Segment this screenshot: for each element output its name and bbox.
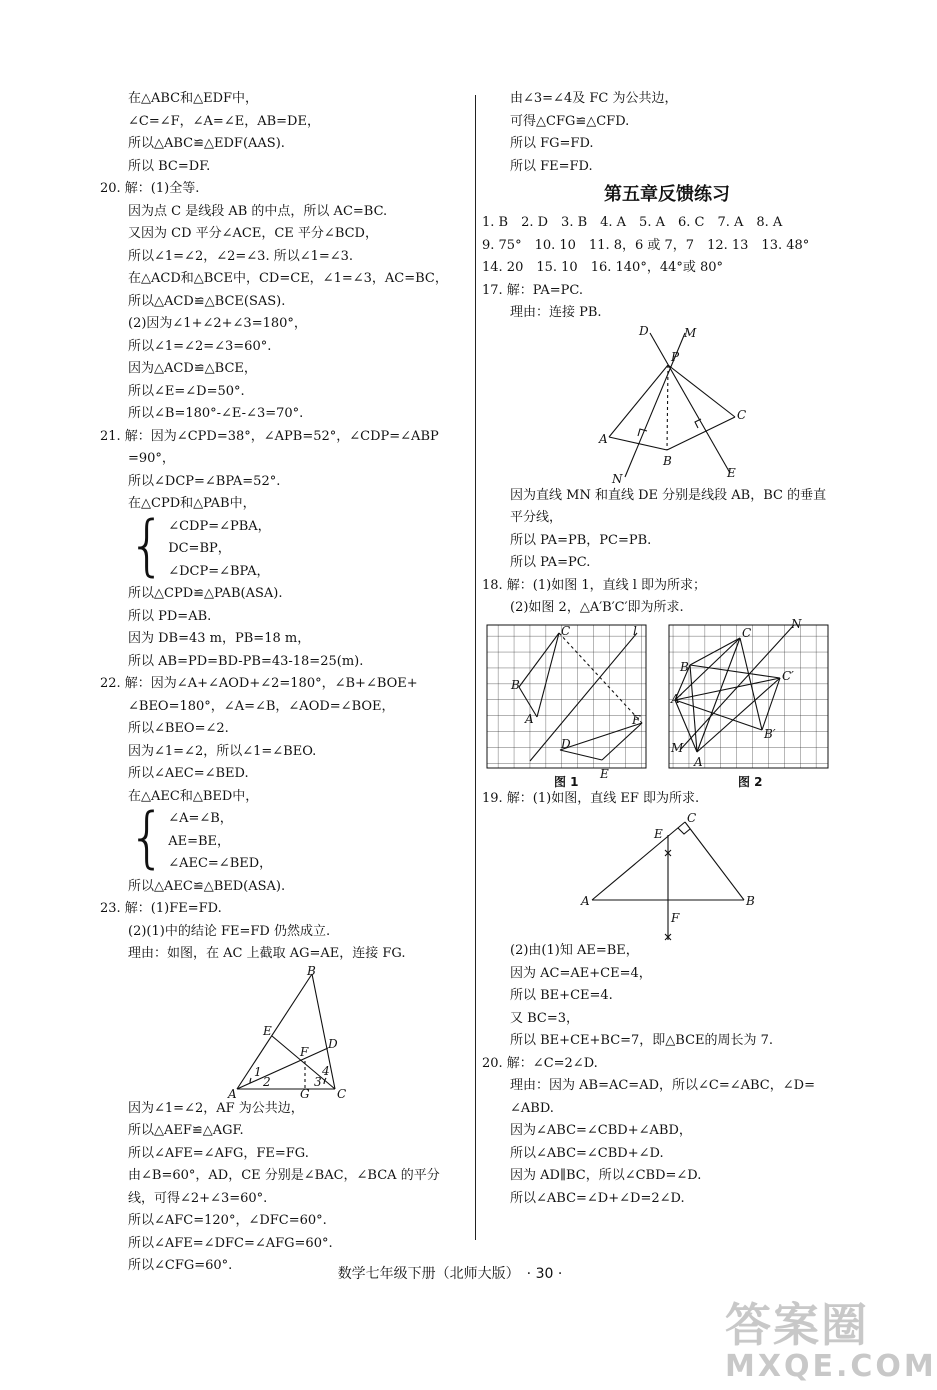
text-line: 所以△AEF≌△AGF. [128,1123,244,1138]
text-line: 所以∠E=∠D=50°. [128,383,245,399]
point-label: F [300,1044,309,1059]
point-label: F [671,911,680,925]
text-line: 18. 解：(1)如图 1，直线 l 即为所求； [482,577,707,593]
text-line: 19. 解：(1)如图，直线 EF 即为所求. [482,790,700,806]
point-label: E [654,827,663,841]
text-line: =90°， [128,451,175,466]
text-line: (2)由(1)知 AE=BE， [510,943,639,958]
text-line: (2)(1)中的结论 FE=FD 仍然成立. [128,923,331,939]
text-line: 因为 AD∥BC，所以∠CBD=∠D. [510,1168,702,1183]
text-line: 21. 解：因为∠CPD=38°，∠APB=52°，∠CDP=∠ABP [100,428,439,444]
point-label: B [680,659,689,674]
question-20-right [482,1053,852,1211]
point-label: M [684,325,697,340]
text-line: 所以△ACD≌△BCE(SAS). [128,293,286,309]
text-line: 在△ACD和△BCE中，CD=CE，∠1=∠3，AC=BC， [128,271,448,286]
point-label: N [612,471,623,486]
point-label: A [599,431,608,446]
watermark-line: 答案圈 [725,1298,869,1352]
point-label: B′ [764,726,776,741]
figure-23 [100,963,470,1101]
text-line: 所以 PA=PB，PC=PB. [510,532,652,548]
text-line: 在△CPD和△PAB中， [128,496,256,511]
text-line: 理由：连接 PB. [510,305,602,320]
angle-label: 3 [314,1074,322,1089]
text-line: 20. 解：∠C=2∠D. [482,1055,598,1071]
text-line: 所以△CPD≌△PAB(ASA). [128,586,283,601]
text-line: 所以∠BEO=∠2. [128,721,229,736]
text-line: 所以 BC=DF. [128,158,211,174]
watermark-logo [725,1300,937,1384]
text-line: ∠ABD. [510,1100,554,1116]
text-line: 22. 解：因为∠A+∠AOD+∠2=180°，∠B+∠BOE+ [100,676,418,691]
text-line: AE=BE， [168,833,231,849]
text-line: 所以 BE+CE=4. [510,988,613,1003]
text-line: 17. 解：PA=PC. [482,282,584,298]
line-cb [685,822,744,900]
block1 [100,88,470,178]
text-line: 所以 PD=AB. [128,608,212,624]
text-line: 所以∠B=180°-∠E-∠3=70°. [128,406,304,421]
text-line: 在△ABC和△EDF中， [128,91,259,106]
text-line: 所以∠AFC=120°，∠DFC=60°. [128,1213,327,1228]
point-label: E [727,465,736,480]
condition-brace [128,799,470,877]
text-line: 所以∠CFG=60°. [128,1258,233,1273]
condition-brace [128,506,470,584]
watermark-line: MXQE.COM [725,1349,937,1384]
grid-2 [669,617,828,769]
text-line: 所以∠1=∠2=∠3=60°. [128,338,272,354]
figure-19 [482,810,852,940]
point-label: B [663,453,672,468]
figure-18 [482,616,852,789]
text-line: 23. 解：(1)FE=FD. [100,901,222,916]
text-line: 20. 解：(1)全等. [100,181,200,196]
text-line: 所以∠DCP=∠BPA=52°. [128,473,281,489]
text-line: (2)如图 2，△A′B′C′即为所求. [510,600,684,615]
text-line: 因为△ACD≌△BCE， [128,361,257,376]
text-line: 1. B 2. D 3. B 4. A 5. A 6. C 7. A 8. A [482,215,783,230]
angle-label: 2 [263,1074,271,1089]
text-line: 平分线， [510,510,563,525]
question-17-reason [482,485,852,575]
text-line: DC=BP， [168,541,231,556]
text-line: 可得△CFG≌△CFD. [510,113,630,129]
column-divider [475,95,476,1240]
text-line: 理由：如图，在 AC 上截取 AG=AE，连接 FG. [128,946,406,961]
point-label: B [511,677,520,692]
text-line: 所以∠ABC=∠D+∠D=2∠D. [510,1190,685,1206]
point-label: l [633,623,637,638]
point-label: B [307,963,316,978]
text-line: 所以∠1=∠2，∠2=∠3. 所以∠1=∠3. [128,248,354,264]
angle-label: 1 [254,1064,262,1079]
text-line: 线，可得∠2+∠3=60°. [128,1190,268,1206]
text-line: 所以 BE+CE+BC=7，即△BCE的周长为 7. [510,1033,774,1048]
line-pa [609,365,668,437]
left-column [100,88,470,1278]
text-line: 9. 75° 10. 10 11. 8，6 或 7，7 12. 13 13. 48° [482,237,810,253]
line-de [650,333,730,473]
text-line: 所以 AB=PD=BD-PB=43-18=25(m). [128,653,364,669]
point-label: E [263,1023,272,1038]
text-line: (2)因为∠1+∠2+∠3=180°， [128,316,307,331]
line-pb [667,365,668,450]
page-footer: 数学七年级下册（北师大版） · 30 · [337,1266,563,1282]
point-label: E [600,766,609,781]
text-line: 又 BC=3， [510,1010,580,1026]
point-label: A [694,754,703,769]
text-line: 所以∠AEC=∠BED. [128,766,249,781]
figure-17 [482,325,852,485]
question-22 [100,673,470,898]
text-line: 因为 DB=43 m，PB=18 m， [128,631,311,646]
text-line: 14. 20 15. 10 16. 140°，44°或 80° [482,260,724,275]
angle-label: 4 [322,1063,330,1078]
text-line: 所以△AEC≌△BED(ASA). [128,878,286,894]
point-label: P [671,349,680,364]
point-label: A [581,894,590,908]
text-line: 因为点 C 是线段 AB 的中点，所以 AC=BC. [128,203,388,219]
line-ac [592,822,685,900]
brace-glyph: { [128,506,167,584]
point-label: C [742,625,752,640]
text-line: 所以∠AFE=∠DFC=∠AFG=60°. [128,1235,333,1251]
right-column [482,88,852,1210]
point-label: F [632,712,641,727]
figure-caption: 图 2 [738,774,763,789]
question-19 [482,788,852,1053]
question-18 [482,575,852,620]
text-line: 因为∠ABC=∠CBD+∠ABD， [510,1123,692,1138]
line-ab [609,437,667,450]
continuation-block [482,88,852,178]
point-label: A [525,711,534,726]
point-label: D [561,736,571,751]
text-line: 所以 PA=PC. [510,555,591,570]
point-label: M [671,740,684,755]
text-line: 因为∠1=∠2，AF 为公共边， [128,1100,304,1116]
text-line: 因为 AC=AE+CE=4， [510,965,652,981]
question-20 [100,178,470,426]
line-pc [668,365,735,417]
text-line: 因为直线 MN 和直线 DE 分别是线段 AB，BC 的垂直 [510,487,827,503]
text-line: 由∠B=60°，AD，CE 分别是∠BAC，∠BCA 的平分 [128,1168,440,1183]
question-21 [100,426,470,674]
point-label: B [746,894,755,908]
text-line: 在△AEC和△BED中， [128,788,259,804]
grid-1 [487,624,646,781]
point-label: C′ [782,668,794,683]
text-line: 由∠3=∠4及 FC 为公共边， [510,91,678,106]
point-label: C [337,1086,347,1101]
text-line: 所以∠ABC=∠CBD+∠D. [510,1145,664,1161]
text-line: ∠C=∠F，∠A=∠E，AB=DE， [128,113,320,129]
text-line: 因为∠1=∠2，所以∠1=∠BEO. [128,743,317,759]
text-line: 所以 FE=FD. [510,158,593,174]
answer-list [482,212,852,325]
point-label: A′ [671,691,683,706]
point-label: C [687,811,697,825]
text-line: ∠AEC=∠BED， [168,856,273,871]
text-line: ∠BEO=180°，∠A=∠B，∠AOD=∠BOE， [128,698,395,714]
point-label: A [228,1086,237,1101]
point-label: D [328,1036,338,1051]
question-23 [100,898,470,1278]
text-line: ∠DCP=∠BPA， [168,563,270,579]
text-line: 理由：因为 AB=AC=AD，所以∠C=∠ABC，∠D= [510,1078,815,1093]
text-line: ∠CDP=∠PBA， [168,518,271,534]
point-label: G [300,1086,310,1101]
point-label: C [737,407,747,422]
chapter-title: 第五章反馈练习 [604,184,730,205]
brace-glyph: { [128,799,167,877]
text-line: 又因为 CD 平分∠ACE，CE 平分∠BCD， [128,226,378,241]
right-angle-mark [678,828,690,834]
figure-caption: 图 1 [554,774,579,789]
point-label: D [639,323,649,338]
text-line: 所以 FG=FD. [510,136,594,151]
text-line: 所以△ABC≌△EDF(AAS). [128,136,285,151]
point-label: C [561,623,571,638]
text-line: 所以∠AFE=∠AFG，FE=FG. [128,1145,309,1161]
text-line: ∠A=∠B， [168,811,233,826]
point-label: N [791,616,802,631]
